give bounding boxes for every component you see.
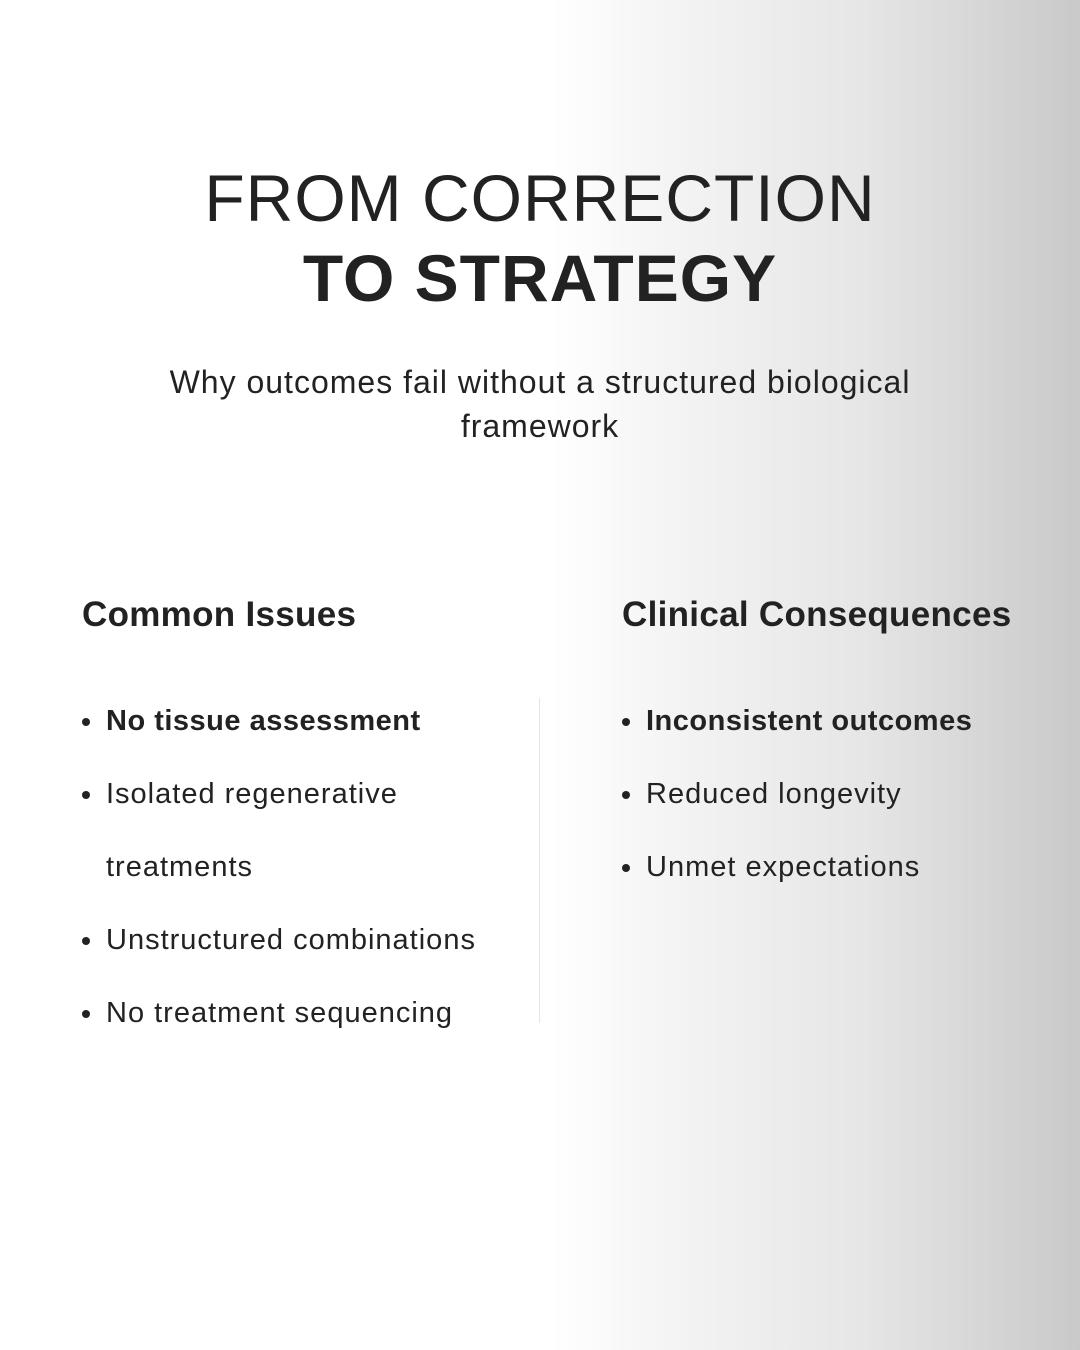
list-item-text: Isolated regenerative treatments [106,778,398,883]
common-issues-column [82,592,522,1050]
bullet-icon [82,1010,90,1018]
list-item-text: No tissue assessment [106,705,421,737]
subtitle: Why outcomes fail without a structured biological framework [169,364,911,444]
list-item [622,831,1062,904]
clinical-consequences-column [622,592,1062,904]
bullet-icon [82,718,90,726]
bullet-icon [622,791,630,799]
list-item [82,977,522,1050]
page-title [0,158,1080,318]
list-item-text: Reduced longevity [646,778,902,810]
column-divider [539,698,540,1023]
list-item [82,685,522,758]
common-issues-list [82,685,522,1050]
list-item-text: No treatment sequencing [106,997,454,1029]
common-issues-heading: Common Issues [82,595,357,634]
clinical-consequences-heading: Clinical Consequences [622,595,1012,634]
bullet-icon [622,718,630,726]
list-item [622,758,1062,831]
bullet-icon [622,864,630,872]
clinical-consequences-list [622,685,1062,904]
bullet-icon [82,791,90,799]
list-item [82,904,522,977]
list-item-text: Unmet expectations [646,851,921,883]
title-line-correction: FROM CORRECTION [204,161,876,235]
list-item [622,685,1062,758]
list-item-text: Inconsistent outcomes [646,705,973,737]
title-line-strategy: TO STRATEGY [302,241,778,315]
bullet-icon [82,937,90,945]
list-item [82,758,522,904]
list-item-text: Unstructured combinations [106,924,476,956]
